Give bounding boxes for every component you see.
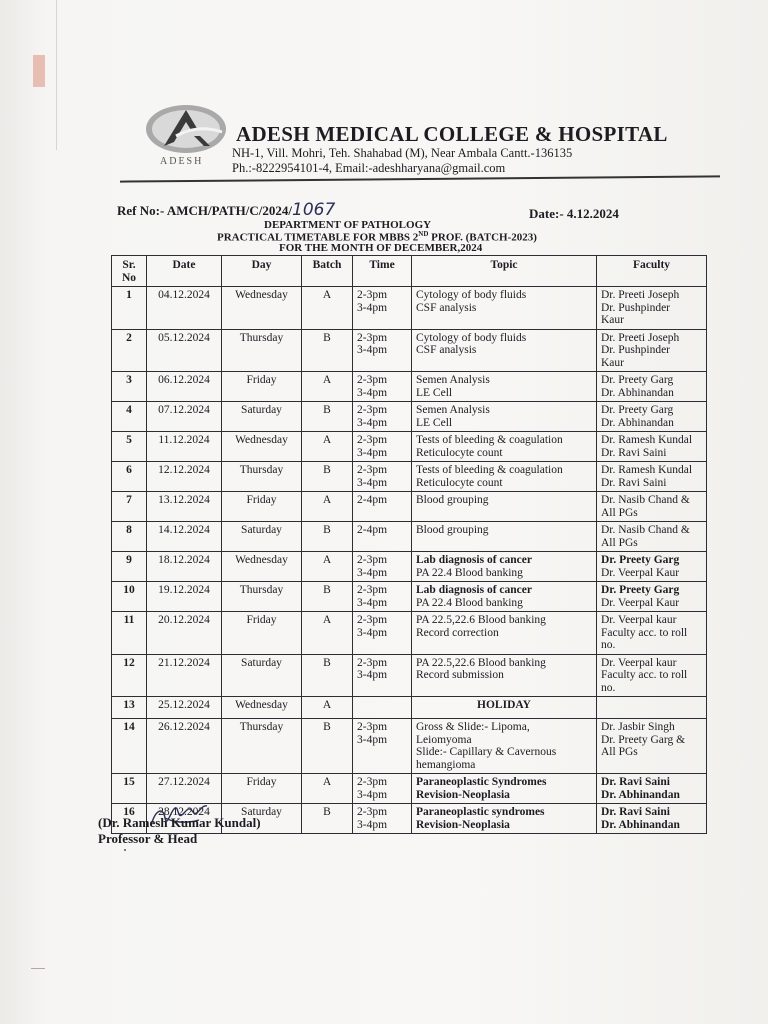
cell-topic <box>412 329 597 372</box>
cell-time: 2-3pm 3-4pm <box>353 774 412 804</box>
cell-topic <box>412 552 597 582</box>
cell-sr-no: 16 <box>112 804 147 834</box>
topic-text: PA 22.5,22.6 Blood banking Record correction <box>416 614 546 639</box>
faculty-text: Dr. Ramesh Kundal Dr. Ravi Saini <box>601 434 693 459</box>
cell-day: Wednesday <box>222 697 302 719</box>
cell-batch: A <box>302 697 353 719</box>
cell-batch: A <box>302 552 353 582</box>
signatory-designation: Professor & Head <box>98 831 198 846</box>
cell-time: 2-4pm <box>353 492 412 522</box>
topic-bold-line: Lab diagnosis of cancer <box>416 554 532 566</box>
faculty-text: Dr. Veerpal kaur Faculty acc. to roll no. <box>601 614 688 651</box>
department-title: DEPARTMENT OF PATHOLOGY <box>264 219 432 231</box>
cell-topic <box>412 287 597 330</box>
cell-topic <box>412 582 597 612</box>
college-logo <box>142 102 230 170</box>
cell-day: Saturday <box>222 654 302 697</box>
cell-sr-no: 9 <box>112 552 147 582</box>
faculty-text: Dr. Ravi Saini Dr. Abhinandan <box>601 806 680 831</box>
table-row <box>112 552 707 582</box>
topic-text: Blood grouping <box>416 524 489 536</box>
reference-number <box>117 200 335 220</box>
college-name: ADESH MEDICAL COLLEGE & HOSPITAL <box>236 122 668 146</box>
cell-sr-no: 10 <box>112 582 147 612</box>
cell-batch: B <box>302 402 353 432</box>
cell-faculty <box>597 697 707 719</box>
topic-text: Cytology of body fluids CSF analysis <box>416 331 527 356</box>
cell-date: 19.12.2024 <box>147 582 222 612</box>
table-row <box>112 492 707 522</box>
table-row <box>112 697 707 719</box>
faculty-text: Dr. Veerpal Kaur <box>601 596 680 609</box>
table-row <box>112 774 707 804</box>
timetable-title-sup: ND <box>418 230 429 238</box>
table-row <box>112 582 707 612</box>
cell-time: 2-3pm 3-4pm <box>353 612 412 655</box>
table-row <box>112 372 707 402</box>
logo-text: ADESH <box>160 156 204 167</box>
faculty-text: Dr. Ramesh Kundal Dr. Ravi Saini <box>601 464 693 489</box>
cell-sr-no: 8 <box>112 522 147 552</box>
cell-day: Friday <box>222 372 302 402</box>
cell-date: 21.12.2024 <box>147 654 222 697</box>
cell-faculty <box>597 612 707 655</box>
cell-topic <box>412 432 597 462</box>
cell-faculty <box>597 287 707 330</box>
table-header-row <box>112 256 707 287</box>
signatory-name: (Dr. Ramesh Kumar Kundal) <box>98 815 261 830</box>
cell-topic <box>412 522 597 552</box>
cell-day: Wednesday <box>222 287 302 330</box>
cell-sr-no: 13 <box>112 697 147 719</box>
cell-batch: B <box>302 522 353 552</box>
cell-topic <box>412 402 597 432</box>
header-date: Date <box>147 256 222 287</box>
cell-faculty <box>597 582 707 612</box>
cell-sr-no: 15 <box>112 774 147 804</box>
cell-batch: A <box>302 372 353 402</box>
cell-date: 04.12.2024 <box>147 287 222 330</box>
cell-day: Wednesday <box>222 432 302 462</box>
cell-date: 14.12.2024 <box>147 522 222 552</box>
cell-day: Thursday <box>222 719 302 774</box>
cell-topic <box>412 612 597 655</box>
cell-batch: A <box>302 432 353 462</box>
header-batch: Batch <box>302 256 353 287</box>
cell-faculty <box>597 774 707 804</box>
cell-day: Thursday <box>222 329 302 372</box>
cell-day: Saturday <box>222 522 302 552</box>
cell-sr-no: 12 <box>112 654 147 697</box>
cell-date: 28.12.2024 <box>147 804 222 834</box>
cell-faculty <box>597 462 707 492</box>
cell-topic <box>412 654 597 697</box>
paper-edge-mark <box>33 55 45 87</box>
table-row <box>112 287 707 330</box>
cell-faculty <box>597 372 707 402</box>
logo-emblem-icon <box>142 102 230 156</box>
topic-text: Paraneoplastic Syndromes Revision-Neoplasia <box>416 776 547 801</box>
cell-sr-no: 7 <box>112 492 147 522</box>
cell-time: 2-3pm 3-4pm <box>353 654 412 697</box>
cell-topic <box>412 372 597 402</box>
cell-faculty <box>597 719 707 774</box>
topic-text: Gross & Slide:- Lipoma, Leiomyoma Slide:- Capillary & Cavernous hemangioma <box>416 721 557 771</box>
cell-topic <box>412 774 597 804</box>
cell-date: 07.12.2024 <box>147 402 222 432</box>
table-row <box>112 612 707 655</box>
cell-time: 2-3pm 3-4pm <box>353 552 412 582</box>
timetable-body <box>112 287 707 834</box>
cell-batch: B <box>302 329 353 372</box>
timetable-title-suffix: PROF. (BATCH-2023) <box>428 231 537 244</box>
cell-sr-no: 3 <box>112 372 147 402</box>
faculty-text: Dr. Veerpal Kaur <box>601 566 680 579</box>
faculty-text: Dr. Ravi Saini Dr. Abhinandan <box>601 776 680 801</box>
cell-topic <box>412 492 597 522</box>
cell-sr-no: 1 <box>112 287 147 330</box>
cell-date: 11.12.2024 <box>147 432 222 462</box>
cell-time: 2-3pm 3-4pm <box>353 372 412 402</box>
topic-text: Semen Analysis LE Cell <box>416 374 490 399</box>
cell-faculty <box>597 552 707 582</box>
cell-day: Saturday <box>222 804 302 834</box>
month-title: FOR THE MONTH OF DECEMBER,2024 <box>279 242 483 254</box>
cell-day: Wednesday <box>222 552 302 582</box>
faculty-bold-line: Dr. Preety Garg <box>601 584 680 596</box>
faculty-bold-line: Dr. Preety Garg <box>601 554 680 566</box>
cell-faculty <box>597 804 707 834</box>
cell-faculty <box>597 329 707 372</box>
faculty-text: Dr. Preeti Joseph Dr. Pushpinder Kaur <box>601 331 680 369</box>
cell-sr-no: 14 <box>112 719 147 774</box>
cell-date: 26.12.2024 <box>147 719 222 774</box>
cell-batch: A <box>302 774 353 804</box>
table-row <box>112 432 707 462</box>
cell-holiday: HOLIDAY <box>412 697 597 719</box>
cell-sr-no: 4 <box>112 402 147 432</box>
cell-date: 27.12.2024 <box>147 774 222 804</box>
table-row <box>112 719 707 774</box>
cell-day: Friday <box>222 612 302 655</box>
cell-sr-no: 11 <box>112 612 147 655</box>
cell-topic <box>412 462 597 492</box>
cell-date: 06.12.2024 <box>147 372 222 402</box>
college-address: NH-1, Vill. Mohri, Teh. Shahabad (M), Near Ambala Cantt.-136135 <box>232 146 573 160</box>
paper-mark <box>31 968 45 969</box>
reference-label: Ref No:- AMCH/PATH/C/2024/ <box>117 203 292 218</box>
cell-time: 2-3pm 3-4pm <box>353 582 412 612</box>
cell-date: 05.12.2024 <box>147 329 222 372</box>
cell-sr-no: 6 <box>112 462 147 492</box>
cell-batch: B <box>302 582 353 612</box>
cell-batch: B <box>302 654 353 697</box>
topic-text: PA 22.5,22.6 Blood banking Record submission <box>416 656 546 681</box>
document-date: Date:- 4.12.2024 <box>529 206 619 221</box>
topic-bold-line: Lab diagnosis of cancer <box>416 584 532 596</box>
topic-text: Tests of bleeding & coagulation Reticulocyte count <box>416 434 563 459</box>
ink-dot <box>124 849 126 851</box>
cell-time: 2-3pm 3-4pm <box>353 287 412 330</box>
cell-time: 2-3pm 3-4pm <box>353 462 412 492</box>
topic-text: Blood grouping <box>416 494 489 506</box>
header-time: Time <box>353 256 412 287</box>
cell-topic <box>412 804 597 834</box>
cell-time: 2-3pm 3-4pm <box>353 402 412 432</box>
timetable-title-prefix: PRACTICAL TIMETABLE FOR MBBS 2 <box>217 231 419 244</box>
cell-batch: A <box>302 612 353 655</box>
topic-text: Tests of bleeding & coagulation Reticulocyte count <box>416 464 563 489</box>
timetable-table <box>111 255 707 834</box>
cell-faculty <box>597 402 707 432</box>
cell-faculty <box>597 522 707 552</box>
cell-time: 2-3pm 3-4pm <box>353 719 412 774</box>
cell-time: 2-3pm 3-4pm <box>353 329 412 372</box>
faculty-text: Dr. Nasib Chand & All PGs <box>601 524 690 549</box>
cell-topic <box>412 719 597 774</box>
cell-date: 20.12.2024 <box>147 612 222 655</box>
table-row <box>112 402 707 432</box>
paper-fold-line <box>56 0 57 150</box>
table-row <box>112 462 707 492</box>
cell-date: 25.12.2024 <box>147 697 222 719</box>
faculty-text: Dr. Preeti Joseph Dr. Pushpinder Kaur <box>601 289 680 326</box>
topic-text: Paraneoplastic syndromes Revision-Neoplasia <box>416 806 545 831</box>
cell-day: Friday <box>222 492 302 522</box>
cell-batch: A <box>302 287 353 330</box>
cell-faculty <box>597 432 707 462</box>
college-contact: Ph.:-8222954101-4, Email:-adeshharyana@gmail.com <box>232 161 506 175</box>
cell-day: Thursday <box>222 462 302 492</box>
cell-time: 2-3pm 3-4pm <box>353 432 412 462</box>
handwritten-reference-number: 1067 <box>292 200 336 220</box>
cell-time: 2-4pm <box>353 522 412 552</box>
topic-text: PA 22.4 Blood banking <box>416 596 523 609</box>
header-topic: Topic <box>412 256 597 287</box>
table-row <box>112 654 707 697</box>
cell-batch: B <box>302 719 353 774</box>
cell-time <box>353 697 412 719</box>
cell-date: 18.12.2024 <box>147 552 222 582</box>
cell-date: 12.12.2024 <box>147 462 222 492</box>
topic-text: Semen Analysis LE Cell <box>416 404 490 429</box>
faculty-text: Dr. Preety Garg Dr. Abhinandan <box>601 374 674 399</box>
cell-time: 2-3pm 3-4pm <box>353 804 412 834</box>
cell-day: Saturday <box>222 402 302 432</box>
cell-sr-no: 2 <box>112 329 147 372</box>
faculty-text: Dr. Veerpal kaur Faculty acc. to roll no. <box>601 656 688 694</box>
header-faculty: Faculty <box>597 256 707 287</box>
table-row <box>112 522 707 552</box>
cell-faculty <box>597 654 707 697</box>
faculty-text: Dr. Preety Garg Dr. Abhinandan <box>601 404 674 429</box>
cell-day: Thursday <box>222 582 302 612</box>
cell-batch: B <box>302 804 353 834</box>
cell-date: 13.12.2024 <box>147 492 222 522</box>
cell-batch: A <box>302 492 353 522</box>
cell-batch: B <box>302 462 353 492</box>
faculty-text: Dr. Nasib Chand & All PGs <box>601 494 690 519</box>
faculty-text: Dr. Jasbir Singh Dr. Preety Garg & All PGs <box>601 721 686 758</box>
cell-faculty <box>597 492 707 522</box>
cell-day: Friday <box>222 774 302 804</box>
topic-text: PA 22.4 Blood banking <box>416 566 523 579</box>
topic-text: Cytology of body fluids CSF analysis <box>416 289 527 314</box>
header-sr-no: Sr. No <box>112 256 147 287</box>
header-day: Day <box>222 256 302 287</box>
table-row <box>112 329 707 372</box>
cell-sr-no: 5 <box>112 432 147 462</box>
